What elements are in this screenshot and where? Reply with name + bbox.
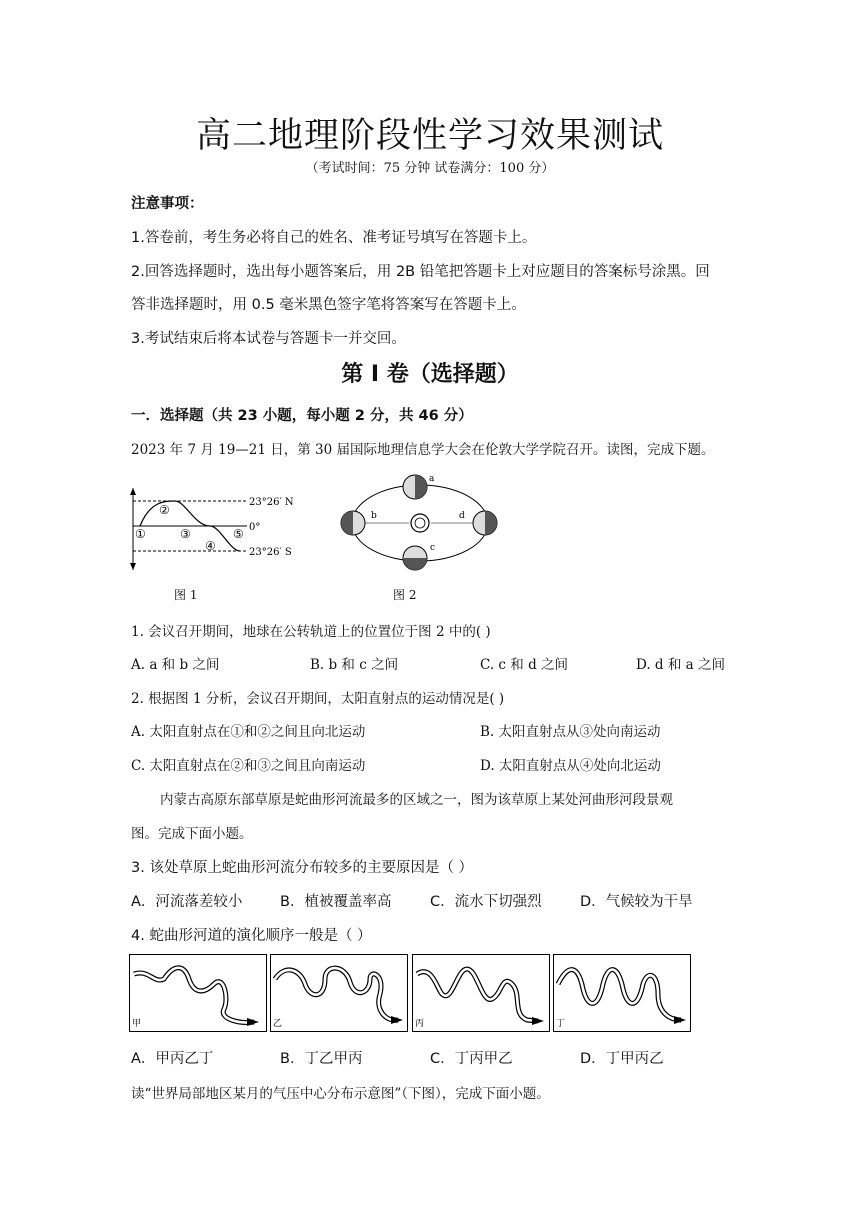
panel-label: 乙 bbox=[273, 1019, 283, 1029]
panel-label: 甲 bbox=[132, 1019, 142, 1029]
point-label: ④ bbox=[205, 539, 216, 553]
q1-option-c[interactable]: C. c 和 d 之间 bbox=[480, 657, 569, 673]
question-4-stem: 4. 蛇曲形河道的演化顺序一般是（ ） bbox=[131, 928, 372, 944]
equator-label: 0° bbox=[249, 522, 261, 533]
q3-option-b[interactable]: B．植被覆盖率高 bbox=[280, 894, 392, 910]
point-label: ② bbox=[159, 503, 170, 517]
q1-option-b[interactable]: B. b 和 c 之间 bbox=[310, 657, 399, 673]
intro-text: 2023 年 7 月 19—21 日，第 30 届国际地理信息学大会在伦敦大学学院召开。读图，完成下题。 bbox=[131, 442, 715, 458]
q4-option-d[interactable]: D．丁甲丙乙 bbox=[580, 1051, 664, 1067]
question-3-stem: 3. 该处草原上蛇曲形河流分布较多的主要原因是（ ） bbox=[131, 860, 474, 876]
section-title: 第 I 卷（选择题） bbox=[341, 362, 519, 387]
q2-option-c[interactable]: C. 太阳直射点在②和③之间且向南运动 bbox=[131, 758, 366, 774]
q1-option-d[interactable]: D. d 和 a 之间 bbox=[636, 657, 725, 673]
meander-panel-bing bbox=[412, 954, 550, 1032]
q4-option-c[interactable]: C．丁丙甲乙 bbox=[430, 1051, 513, 1067]
lat-south-label: 23°26′ S bbox=[249, 547, 292, 558]
lat-north-label: 23°26′ N bbox=[249, 497, 294, 508]
figure-2-caption: 图 2 bbox=[393, 588, 417, 602]
q2-option-a[interactable]: A. 太阳直射点在①和②之间且向北运动 bbox=[131, 724, 366, 740]
intro-text: 图。完成下面小题。 bbox=[131, 826, 253, 842]
point-label: ⑤ bbox=[233, 527, 244, 541]
q3-option-d[interactable]: D．气候较为干旱 bbox=[580, 894, 693, 910]
page-title: 高二地理阶段性学习效果测试 bbox=[195, 116, 664, 156]
position-label: b bbox=[371, 511, 377, 521]
figure-1-sun-point-curve bbox=[125, 488, 310, 573]
q2-option-b[interactable]: B. 太阳直射点从③处向南运动 bbox=[480, 724, 661, 740]
note-item: 3.考试结束后将本试卷与答题卡一并交回。 bbox=[131, 331, 406, 347]
q4-option-b[interactable]: B．丁乙甲丙 bbox=[280, 1051, 363, 1067]
q3-option-a[interactable]: A．河流落差较小 bbox=[131, 894, 243, 910]
figure-1-caption: 图 1 bbox=[174, 588, 198, 602]
meander-panel-yi bbox=[270, 954, 408, 1032]
point-label: ① bbox=[135, 527, 146, 541]
position-label: c bbox=[430, 543, 436, 553]
earth-icon bbox=[403, 546, 427, 570]
note-item: 1.答卷前，考生务必将自己的姓名、准考证号填写在答题卡上。 bbox=[131, 230, 537, 246]
q2-option-d[interactable]: D. 太阳直射点从④处向北运动 bbox=[480, 758, 661, 774]
part-heading: 一．选择题（共 23 小题，每小题 2 分，共 46 分） bbox=[131, 408, 473, 424]
q3-option-c[interactable]: C．流水下切强烈 bbox=[430, 894, 542, 910]
question-2-stem: 2. 根据图 1 分析，会议召开期间，太阳直射点的运动情况是( ) bbox=[131, 691, 505, 707]
panel-label: 丙 bbox=[415, 1019, 425, 1029]
note-item: 答非选择题时，用 0.5 毫米黑色签字笔将答案写在答题卡上。 bbox=[131, 297, 526, 313]
figure-2-earth-orbit bbox=[335, 473, 505, 573]
question-1-stem: 1. 会议召开期间，地球在公转轨道上的位置位于图 2 中的( ) bbox=[131, 624, 491, 640]
position-label: a bbox=[429, 474, 435, 484]
note-item: 2.回答选择题时，选出每小题答案后，用 2B 铅笔把答题卡上对应题目的答案标号涂黑。回 bbox=[131, 264, 710, 280]
exam-info: （考试时间：75 分钟 试卷满分：100 分） bbox=[305, 161, 555, 176]
panel-label: 丁 bbox=[556, 1019, 566, 1029]
sun-icon bbox=[411, 514, 429, 532]
intro-text: 内蒙古高原东部草原是蛇曲形河流最多的区域之一，图为该草原上某处河曲形河段景观 bbox=[160, 792, 673, 808]
earth-icon bbox=[403, 475, 427, 499]
meander-panel-jia bbox=[129, 954, 267, 1032]
q1-option-a[interactable]: A. a 和 b 之间 bbox=[131, 657, 220, 673]
earth-icon bbox=[473, 511, 497, 535]
position-label: d bbox=[459, 511, 465, 521]
q4-option-a[interactable]: A．甲丙乙丁 bbox=[131, 1051, 214, 1067]
earth-icon bbox=[341, 511, 365, 535]
point-label: ③ bbox=[180, 527, 191, 541]
meander-panel-ding bbox=[553, 954, 691, 1032]
notes-heading: 注意事项： bbox=[131, 196, 204, 212]
intro-text: 读“世界局部地区某月的气压中心分布示意图”（下图），完成下面小题。 bbox=[131, 1086, 550, 1102]
